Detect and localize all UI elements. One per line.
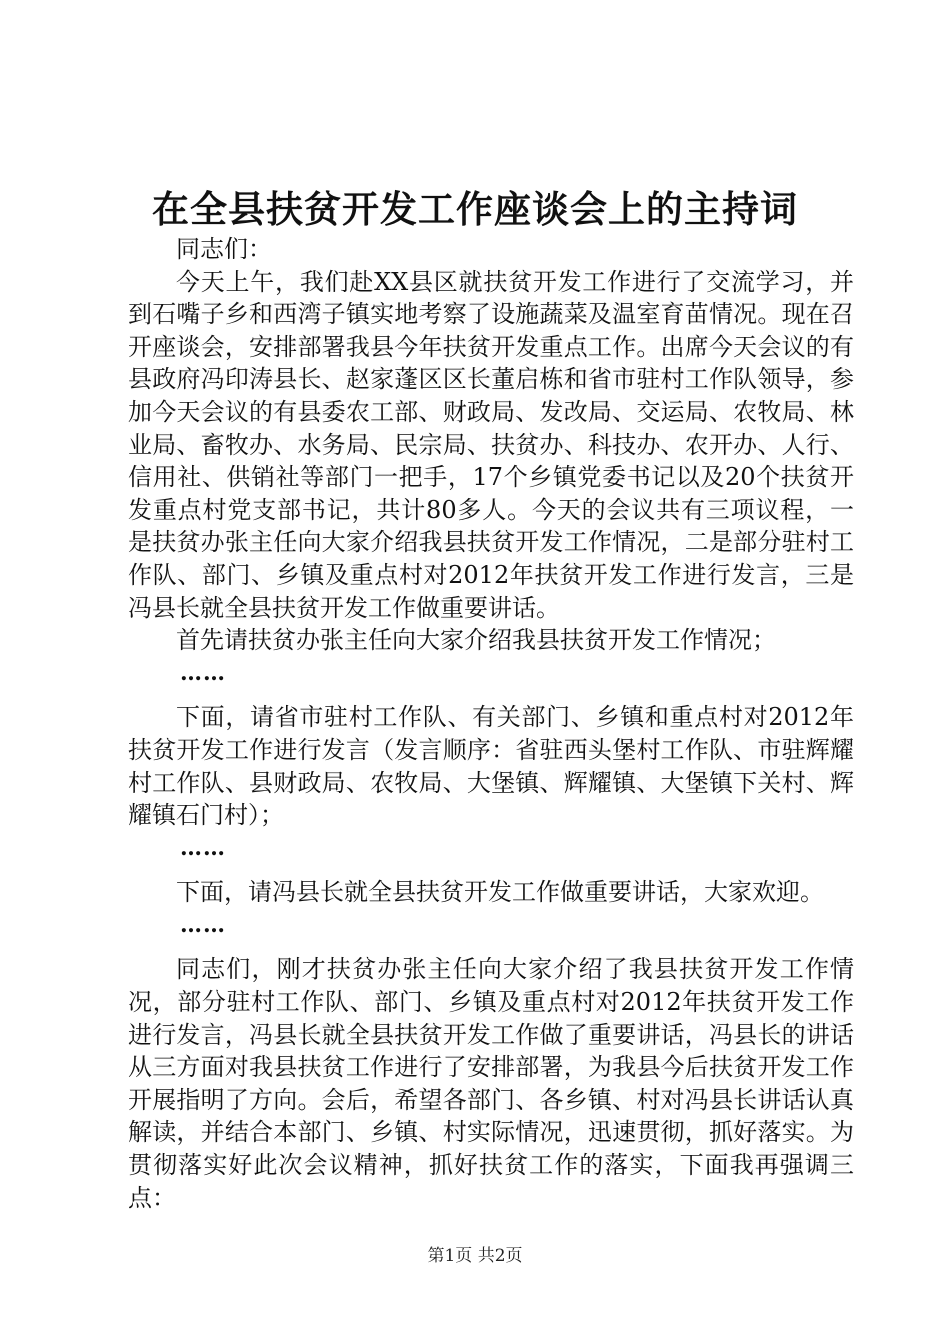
document-title: 在全县扶贫开发工作座谈会上的主持词 bbox=[152, 187, 798, 231]
greeting: 同志们： bbox=[176, 235, 272, 263]
document-body bbox=[128, 233, 854, 1214]
spacer bbox=[128, 689, 854, 701]
ellipsis-2: …… bbox=[180, 834, 226, 861]
paragraph-speeches: 下面，请省市驻村工作队、有关部门、乡镇和重点村对2012年扶贫开发工作进行发言（发言顺序：省驻西头堡村工作队、市驻辉耀村工作队、县财政局、农牧局、大堡镇、辉耀镇、大堡镇下关村、辉耀镇石门村）； bbox=[128, 703, 854, 830]
ellipsis-1: …… bbox=[180, 659, 226, 686]
paragraph-closing: 同志们，刚才扶贫办张主任向大家介绍了我县扶贫开发工作情况，部分驻村工作队、部门、乡镇及重点村对2012年扶贫开发工作进行发言，冯县长就全县扶贫开发工作做了重要讲话，冯县长的讲话从三方面对我县扶贫工作进行了安排部署，为我县今后扶贫开发工作开展指明了方向。会后，希望各部门、各乡镇、村对冯县长讲话认真解读，并结合本部门、乡镇、村实际情况，迅速贯彻，抓好落实。为贯彻落实好此次会议精神，抓好扶贫工作的落实，下面我再强调三点： bbox=[128, 955, 854, 1212]
spacer bbox=[128, 941, 854, 953]
paragraph-county-head: 下面，请冯县长就全县扶贫开发工作做重要讲话，大家欢迎。 bbox=[176, 878, 824, 907]
ellipsis-3: …… bbox=[180, 911, 226, 938]
paragraph-opening: 今天上午，我们赴XX县区就扶贫开发工作进行了交流学习，并到石嘴子乡和西湾子镇实地考察了设施蔬菜及温室育苗情况。现在召开座谈会，安排部署我县今年扶贫开发重点工作。出席今天会议的有县政府冯印涛县长、赵家蓬区区长董启栋和省市驻村工作队领导，参加今天会议的有县委农工部、财政局、发改局、交运局、农牧局、林业局、畜牧办、水务局、民宗局、扶贫办、科技办、农开办、人行、信用社、供销社等部门一把手，17个乡镇党委书记以及20个扶贫开发重点村党支部书记，共计80多人。今天的会议共有三项议程，一是扶贫办张主任向大家介绍我县扶贫开发工作情况，二是部分驻村工作队、部门、乡镇及重点村对2012年扶贫开发工作进行发言，三是冯县长就全县扶贫开发工作做重要讲话。 bbox=[128, 267, 854, 622]
spacer bbox=[128, 864, 854, 876]
page-number-footer: 第1页 共2页 bbox=[427, 1246, 523, 1266]
paragraph-first-speaker: 首先请扶贫办张主任向大家介绍我县扶贫开发工作情况； bbox=[176, 626, 776, 655]
